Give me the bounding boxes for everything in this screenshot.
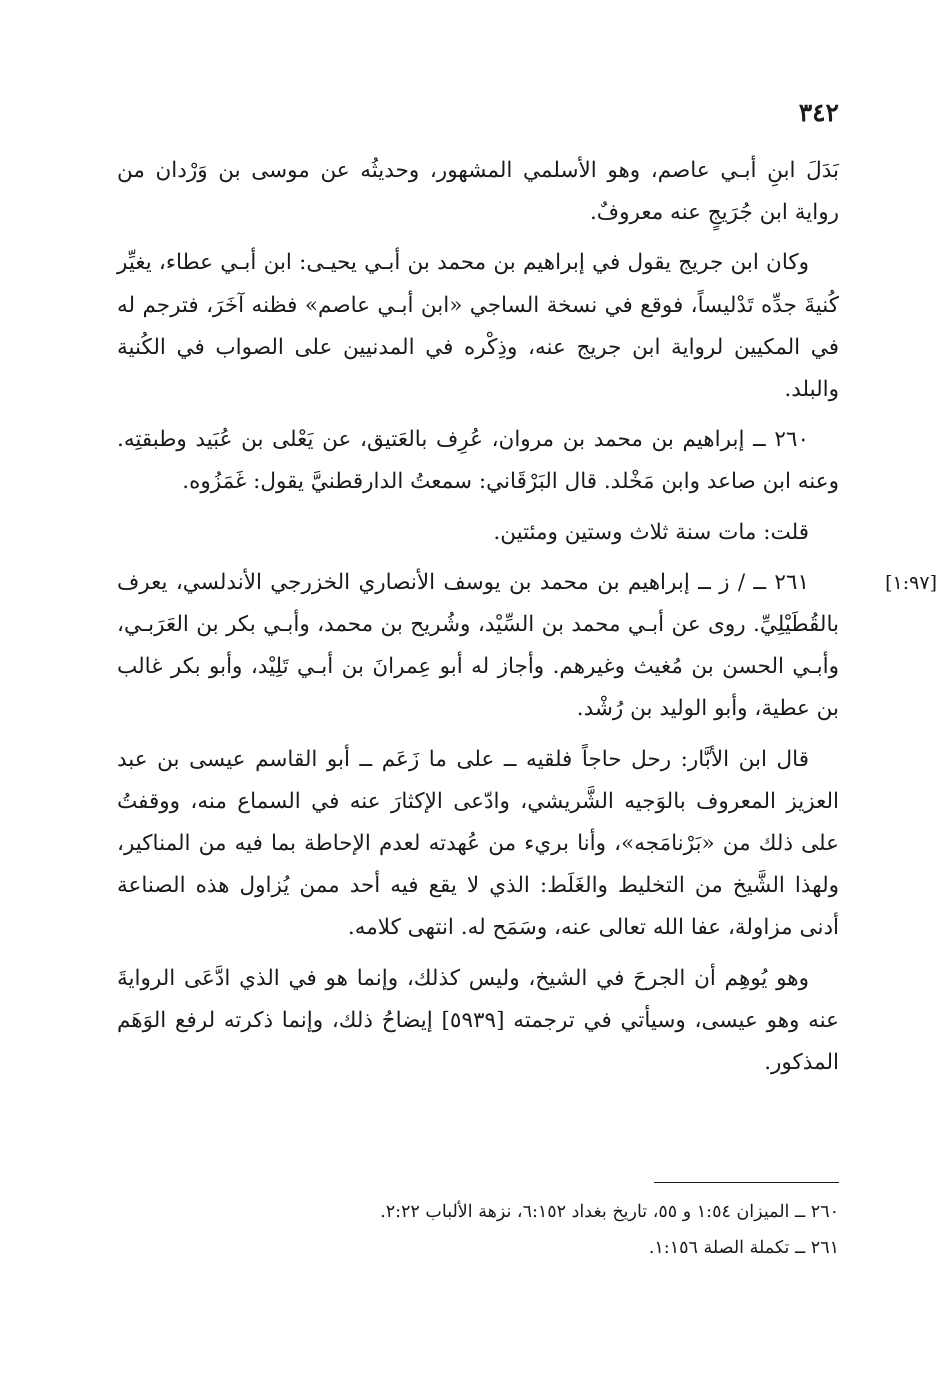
entry-261-block [117,562,937,731]
entry-260: ٢٦٠ ــ إبراهيم بن محمد بن مروان، عُرِف بالعَتيق، عن يَعْلى بن عُبَيد وطبقتِه. وعنه ابن صاعد وابن مَخْلد. قال البَرْقَاني: سمعتُ الدارقطنيَّ يقول: غَمَزُوه. [117,427,839,495]
entry-261: ٢٦١ ــ / ز ــ إبراهيم بن محمد بن يوسف الأنصاري الخزرجي الأندلسي، يعرف بالقُطَيْلِيِّ. روى عن أبـي محمد بن السِّيْد، وشُريح بن محمد، وأبـي بكر بن العَرَبـي، وأبـي الحسن بن مُغيث وغيرهم. وأجاز له أبو عِمرانَ بن أبـي تَلِيْد، وأبو بكر غالب بن عطية، وأبو الوليد بن رُشْد. [117,569,839,722]
paragraph: وهو يُوهِم أن الجرحَ في الشيخ، وليس كذلك، وإنما هو في الذي ادَّعَى الروايةَ عنه وهو عيسى، وسيأتي في ترجمته [٥٩٣٩] إيضاحُ ذلك، وإنما ذكرته لرفع الوَهَم المذكور. [117,965,839,1076]
footnotes [117,1194,839,1266]
footnote-divider [654,1182,839,1183]
margin-reference: [١:٩٧] [885,571,937,594]
paragraph: قال ابن الأبَّار: رحل حاجاً فلقيه ــ على ما زَعَم ــ أبو القاسم عيسى بن عبد العزيز المعروف بالوَجيه الشَّريشي، وادّعى الإكثارَ عنه في السماع منه، ووقفتُ على ذلك من «بَرْنامَجه»، وأنا بريء من عُهدته لعدم الإحاطة بما فيه من المناكير، ولهذا الشَّيخ من التخليط والغَلَط: الذي لا يقع فيه أحد ممن يُزاول هذه الصناعة أدنى مزاولة، عفا الله تعالى عنه، وسَمَح له. انتهى كلامه. [117,746,839,941]
page-number: ٣٤٢ [798,98,839,127]
footnote: ٢٦١ ــ تكملة الصلة ١:١٥٦. [648,1238,839,1258]
paragraph: بَدَلَ ابنِ أبـي عاصم، وهو الأسلمي المشهور، وحديثُه عن موسى بن وَرْدان من رواية ابن جُرَيجٍ عنه معروفٌ. [117,158,839,226]
footnote: ٢٦٠ ــ الميزان ١:٥٤ و ٥٥، تاريخ بغداد ٦:١٥٢، نزهة الألباب ٢:٢٢. [380,1202,839,1222]
main-text [117,150,937,1092]
paragraph: وكان ابن جريج يقول في إبراهيم بن محمد بن أبـي يحيـى: ابن أبـي عطاء، يغيِّر كُنيةَ جدِّه تَدْليساً، فوقع في نسخة الساجي «ابن أبـي عاصم» فظنه آخَرَ، فترجم له في المكيين لرواية ابن جريج عنه، وذِكْره في المدنيين على الصواب في الكُنية والبلد. [117,250,839,403]
paragraph: قلت: مات سنة ثلاث وستين ومئتين. [493,519,809,545]
